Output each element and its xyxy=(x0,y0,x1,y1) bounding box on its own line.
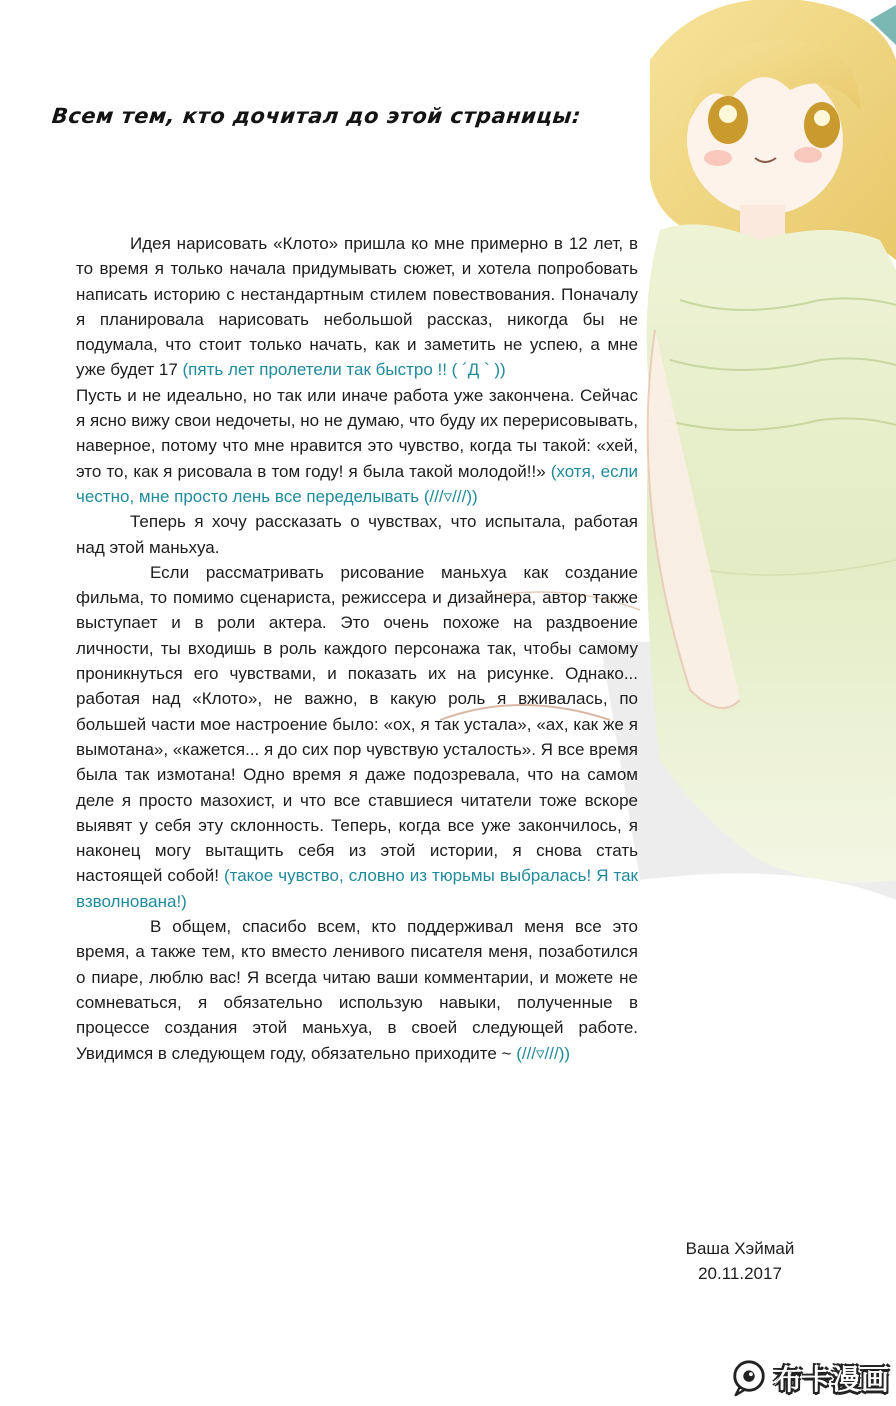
paragraph-3-text: Теперь я хочу рассказать о чувствах, что испытала, работая над этой маньхуа. xyxy=(76,512,638,557)
paragraph-1 xyxy=(76,231,638,383)
bubble-eye-logo-icon xyxy=(730,1359,768,1397)
paragraph-4-note: (такое чувство, словно из тюрьмы выбралась! Я так взволнована!) xyxy=(76,866,638,911)
paragraph-2-text: Пусть и не идеально, но так или иначе работа уже закончена. Сейчас я ясно вижу свои недочеты, но не думаю, что буду их перерисовывать, наверное, потому что мне нравится это чувство, когда ты такой: «хей, это то, как я рисовала в том году! я была такой молодой!!» xyxy=(76,385,638,481)
paragraph-3 xyxy=(76,509,638,560)
paragraph-4 xyxy=(76,560,638,914)
paragraph-5-text: В общем, спасибо всем, кто поддерживал меня все это время, а также тем, кто вместо ленивого писателя меня, позаботился о пиаре, люблю вас! Я всегда читаю ваши комментарии, и можете не сомневаться, я обязательно использую навыки, полученные в процессе создания этой маньхуа, в своей следующей работе. Увидимся в следующем году, обязательно приходите ~ xyxy=(76,917,638,1063)
signature-date: 20.11.2017 xyxy=(698,1264,782,1283)
paragraph-1-note: (пять лет пролетели так быстро !! ( ´Д ` )) xyxy=(182,360,506,380)
paragraph-5-note: (///▿///)) xyxy=(516,1043,571,1063)
watermark xyxy=(730,1358,890,1398)
paragraph-2-note: (хотя, если честно, мне просто лень все переделывать (///▿///)) xyxy=(76,461,638,506)
paragraph-1-text: Идея нарисовать «Клото» пришла ко мне примерно в 12 лет, в то время я только начала придумывать сюжет, и хотела попробовать написать историю с нестандартным стилем повествования. Поначалу я планировала нарисовать небольшой рассказ, никогда бы не подумала, что стоит только начать, как и заметить не успею, а мне уже будет 17 xyxy=(76,234,638,380)
signature xyxy=(640,1236,840,1286)
watermark-text: 布卡漫画 xyxy=(773,1363,890,1396)
paragraph-2 xyxy=(76,383,638,509)
letter-body xyxy=(76,231,638,1066)
signature-name: Ваша Хэймай xyxy=(685,1239,795,1258)
paragraph-5 xyxy=(76,914,638,1066)
paragraph-4-text: Если рассматривать рисование маньхуа как создание фильма, то помимо сценариста, режиссера и дизайнера, автор также выступает и в роли актера. Это очень похоже на раздвоение личности, ты входишь в роль каждого персонажа так, чтобы самому проникнуться его чувствами, и показать их на рисунке. Однако... работая над «Клото», не важно, в какую роль я вживалась, по большей части мое настроение было: «ох, я так устала», «ах, как же я вымотана», «кажется... я до сих пор чувствую усталость». Я все время была так измотана! Одно время я даже подозревала, что на самом деле я просто мазохист, и что все ставшиеся читатели тоже вскоре выявят у себя эту склонность. Теперь, когда все уже закончилось, я наконец могу вытащить себя из этой истории, я снова стать настоящей собой! xyxy=(76,562,639,886)
page-title: Всем тем, кто дочитал до этой страницы: xyxy=(50,104,583,128)
